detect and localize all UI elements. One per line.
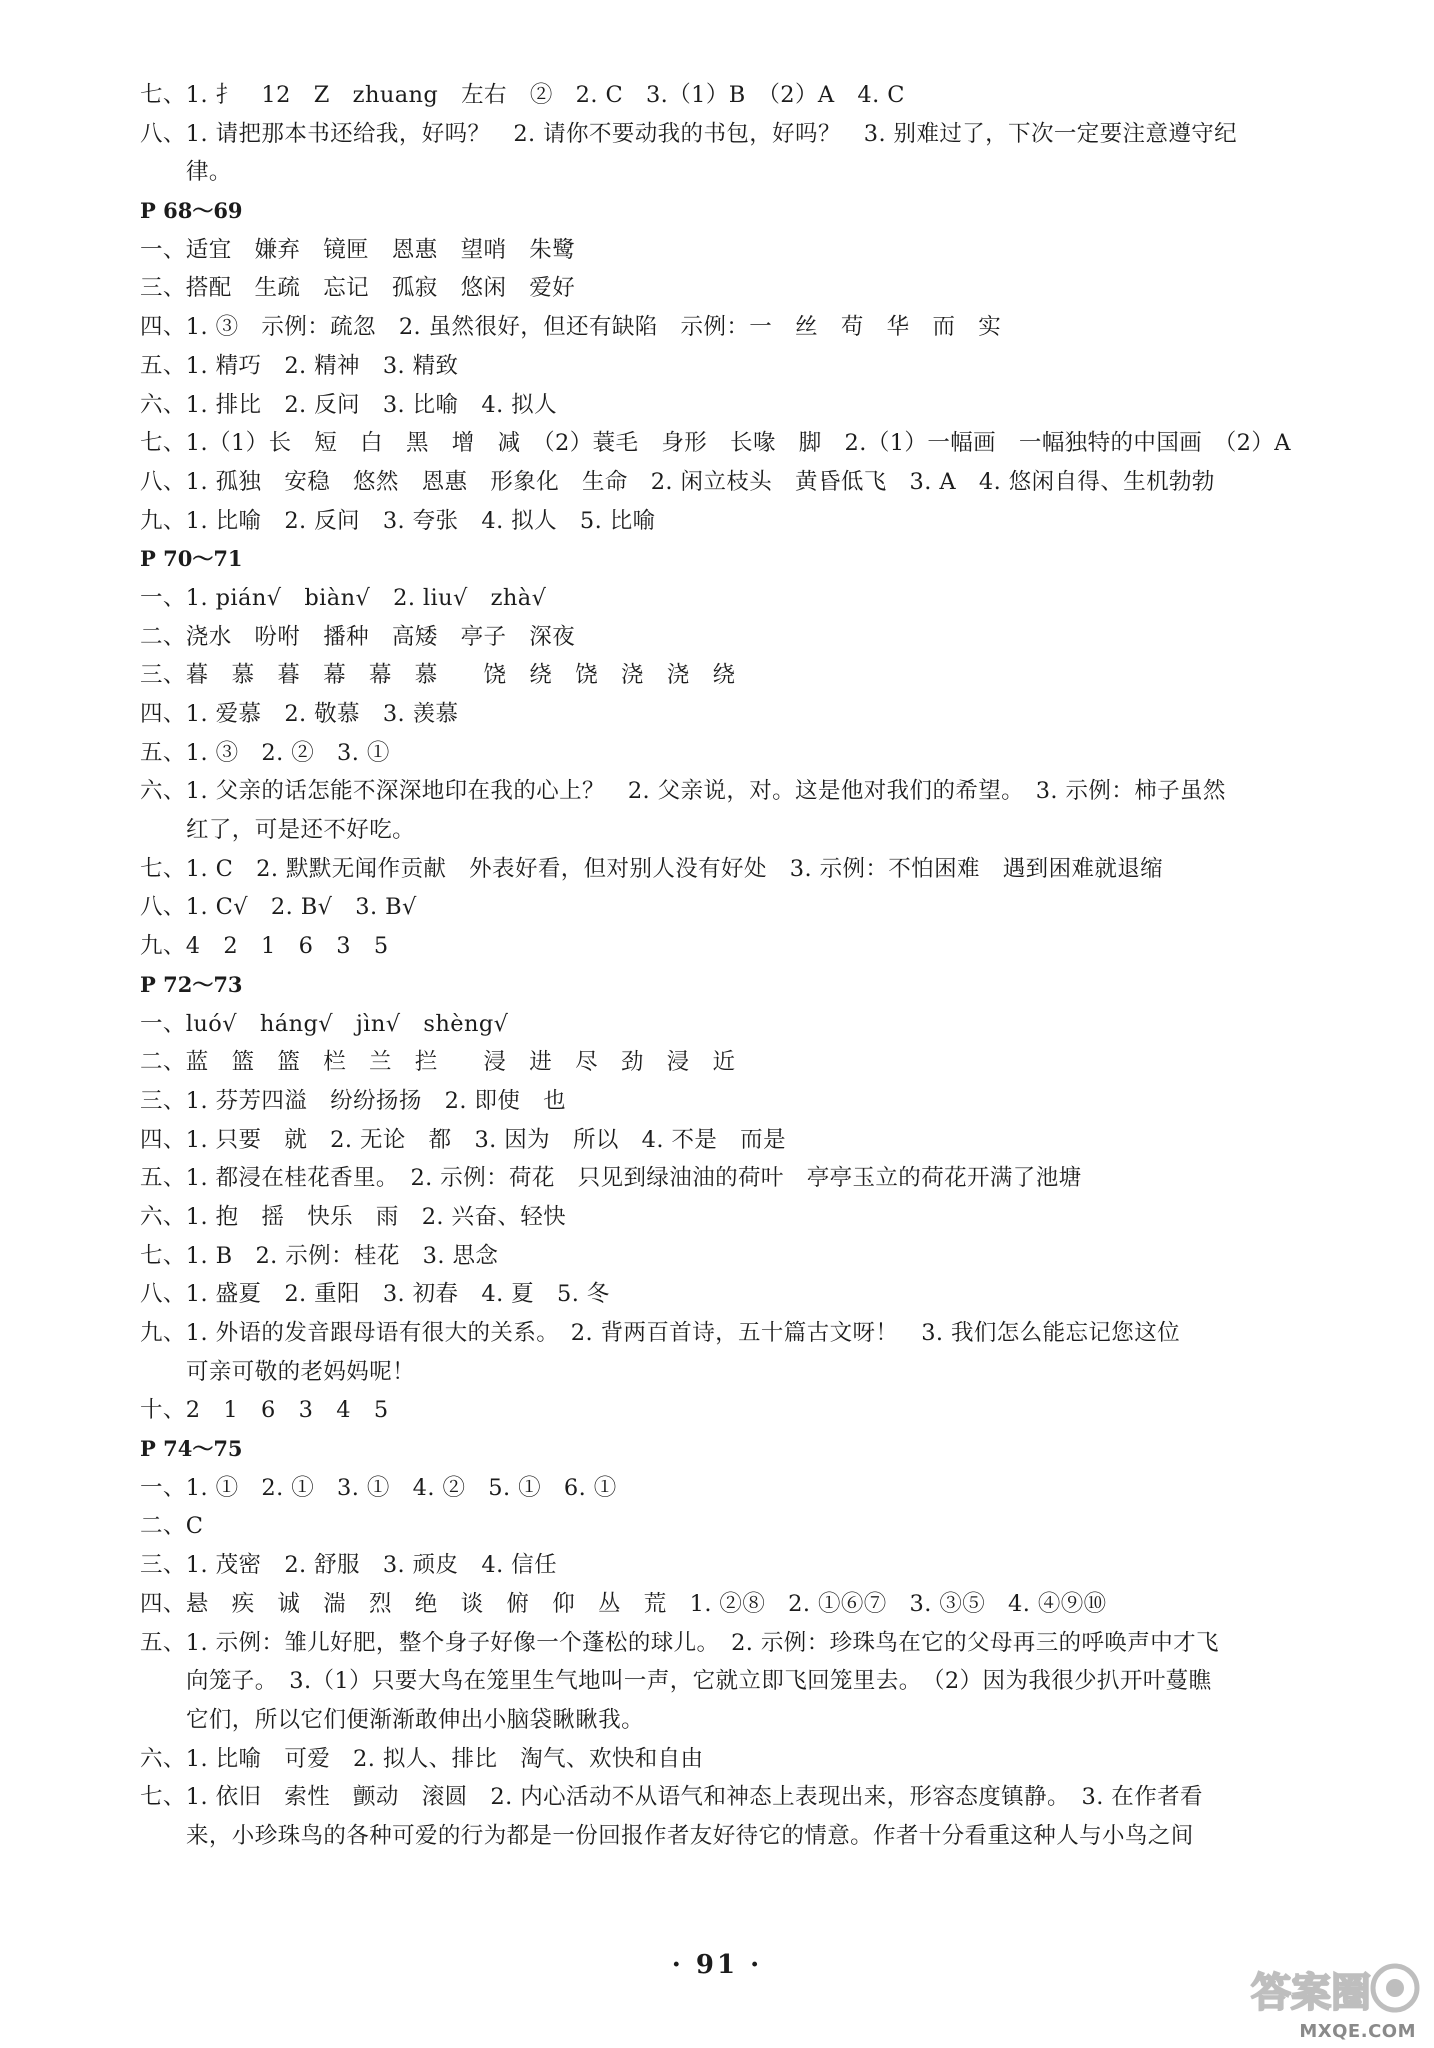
answer-line: 十、2 1 6 3 4 5	[140, 1397, 389, 1424]
answer-line: 七、1. 依旧 索性 颤动 滚圆 2. 内心活动不从语气和神态上表现出来，形容态度镇静。 3. 在作者看	[140, 1784, 1203, 1811]
section-heading: P 68～69	[140, 198, 243, 224]
answer-line: 六、1. 排比 2. 反问 3. 比喻 4. 拟人	[140, 391, 557, 418]
answer-line: 四、1. ③ 示例：疏忽 2. 虽然很好，但还有缺陷 示例：一 丝 苟 华 而 实	[140, 314, 1002, 341]
answer-line: 九、1. 比喻 2. 反问 3. 夸张 4. 拟人 5. 比喻	[140, 507, 656, 534]
answer-line: 三、暮 慕 暮 幕 幕 慕 饶 绕 饶 浇 浇 绕	[140, 662, 736, 689]
answer-line: 五、1. 精巧 2. 精神 3. 精致	[140, 352, 459, 379]
section-heading: P 70～71	[140, 546, 243, 572]
answer-line: 六、1. 比喻 可爱 2. 拟人、排比 淘气、欢快和自由	[140, 1745, 704, 1772]
answer-line: 一、适宜 嫌弃 镜匣 恩惠 望哨 朱鹭	[140, 236, 576, 263]
watermark-logo-text: 答案圈	[1251, 1970, 1371, 2016]
answer-line: 二、浇水 吩咐 播种 高矮 亭子 深夜	[140, 623, 576, 650]
answer-line: 一、1. ① 2. ① 3. ① 4. ② 5. ① 6. ①	[140, 1474, 617, 1501]
answer-line: 八、1. 盛夏 2. 重阳 3. 初春 4. 夏 5. 冬	[140, 1281, 610, 1308]
answer-line: 七、1.（1）长 短 白 黑 增 减 （2）蓑毛 身形 长喙 脚 2.（1）一幅画 一幅独特的中国画 （2）A	[140, 430, 1291, 457]
answer-line: 三、1. 茂密 2. 舒服 3. 顽皮 4. 信任	[140, 1552, 557, 1579]
answer-line: 五、1. 示例：雏儿好肥，整个身子好像一个蓬松的球儿。 2. 示例：珍珠鸟在它的父母再三的呼唤声中才飞	[140, 1629, 1219, 1656]
answer-line: 四、1. 只要 就 2. 无论 都 3. 因为 所以 4. 不是 而是	[140, 1126, 786, 1153]
answer-line: 五、1. 都浸在桂花香里。 2. 示例：荷花 只见到绿油油的荷叶 亭亭玉立的荷花开满了池塘	[140, 1165, 1082, 1192]
answer-line: 七、1. 扌 12 Z zhuang 左右 ② 2. C 3.（1）B （2）A 4. C	[140, 82, 905, 108]
section-heading: P 74～75	[140, 1436, 243, 1462]
answer-content	[140, 76, 1300, 1856]
answer-line: 二、蓝 篮 篮 栏 兰 拦 浸 进 尽 劲 浸 近	[140, 1049, 736, 1076]
answer-line: 七、1. B 2. 示例：桂花 3. 思念	[140, 1242, 499, 1269]
watermark-url: MXQE.COM	[1299, 2021, 1416, 2042]
answer-line: 五、1. ③ 2. ② 3. ①	[140, 739, 390, 766]
answer-line: 一、1. pián√ biàn√ 2. liu√ zhà√	[140, 584, 547, 611]
answer-line: 七、1. C 2. 默默无闻作贡献 外表好看，但对别人没有好处 3. 示例：不怕困难 遇到困难就退缩	[140, 855, 1164, 882]
answer-line: 二、C	[140, 1513, 204, 1540]
answer-line: 四、1. 爱慕 2. 敬慕 3. 羡慕	[140, 701, 459, 727]
section-heading: P 72～73	[140, 971, 243, 997]
answer-line-continuation: 它们，所以它们便渐渐敢伸出小脑袋瞅瞅我。	[186, 1706, 645, 1733]
answer-line: 四、悬 疾 诚 湍 烈 绝 谈 俯 仰 丛 荒 1. ②⑧ 2. ①⑥⑦ 3. ③⑤ 4. ④⑨⑩	[140, 1590, 1107, 1617]
answer-line-continuation: 向笼子。 3.（1）只要大鸟在笼里生气地叫一声，它就立即飞回笼里去。 （2）因为我很少扒开叶蔓瞧	[186, 1668, 1212, 1695]
answer-line: 八、1. C√ 2. B√ 3. B√	[140, 894, 417, 921]
answer-line-continuation: 红了，可是还不好吃。	[186, 817, 416, 844]
answer-line: 一、luó√ háng√ jìn√ shèng√	[140, 1010, 509, 1037]
answer-line: 三、搭配 生疏 忘记 孤寂 悠闲 爱好	[140, 275, 576, 302]
answer-line: 八、1. 孤独 安稳 悠然 恩惠 形象化 生命 2. 闲立枝头 黄昏低飞 3. A 4. 悠闲自得、生机勃勃	[140, 468, 1215, 495]
answer-line: 六、1. 父亲的话怎能不深深地印在我的心上？ 2. 父亲说，对。这是他对我们的希望。 3. 示例：柿子虽然	[140, 778, 1226, 805]
answer-line: 八、1. 请把那本书还给我，好吗？ 2. 请你不要动我的书包，好吗？ 3. 别难过了，下次一定要注意遵守纪	[140, 120, 1238, 147]
page-number: · 91 ·	[671, 1950, 763, 1980]
answer-line: 六、1. 抱 摇 快乐 雨 2. 兴奋、轻快	[140, 1203, 567, 1230]
answer-line: 九、1. 外语的发音跟母语有很大的关系。 2. 背两百首诗，五十篇古文呀！ 3. 我们怎么能忘记您这位	[140, 1320, 1181, 1346]
answer-line: 九、4 2 1 6 3 5	[140, 933, 389, 960]
answer-line-continuation: 来，小珍珠鸟的各种可爱的行为都是一份回报作者友好待它的情意。作者十分看重这种人与小鸟之间	[186, 1822, 1194, 1849]
answer-line-continuation: 律。	[186, 159, 232, 186]
answer-line-continuation: 可亲可敬的老妈妈呢！	[186, 1358, 416, 1385]
answer-line: 三、1. 芬芳四溢 纷纷扬扬 2. 即使 也	[140, 1087, 567, 1114]
